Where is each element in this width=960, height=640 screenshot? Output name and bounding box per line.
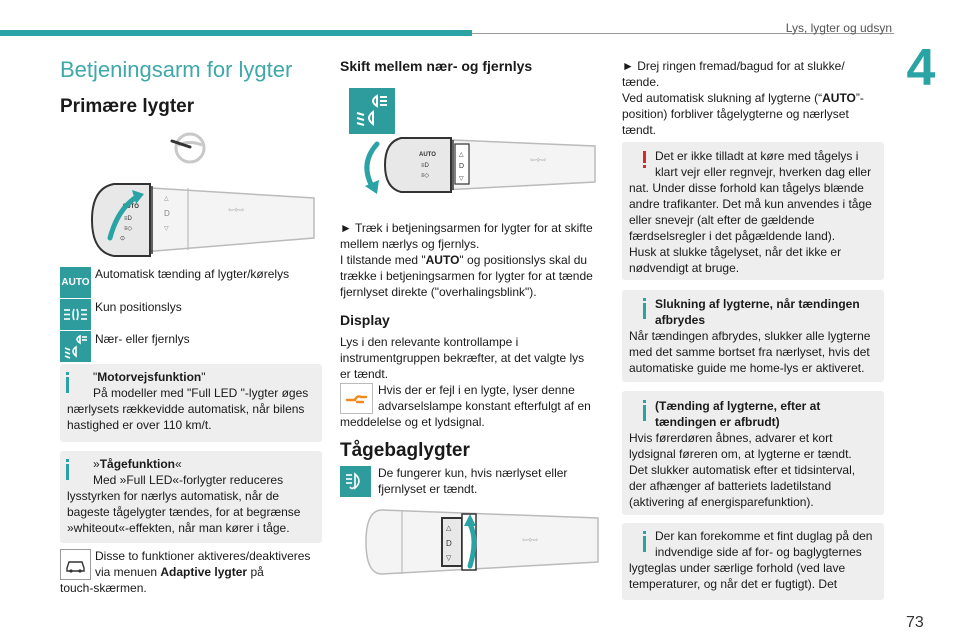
legend-auto-text: Automatisk tænding af lygter/kørelys (95, 267, 290, 281)
svg-text:D: D (459, 163, 465, 170)
switch-on-title: (Tænding af lygterne, efter at (655, 399, 821, 413)
svg-text:△: △ (446, 525, 452, 532)
warning-text-line: færdselsregler i det pågældende land). (629, 229, 836, 243)
ring-text-line: tændt. (622, 123, 657, 137)
switch-off-title: Slukning af lygterne, når tændingen (655, 297, 860, 311)
warning-text-line: Det er ikke tilladt at køre med tågelys i (655, 149, 859, 163)
fog-text-line: lysstyrken for nærlys automatisk, når de (67, 489, 280, 503)
fault-text-line: Hvis der er fejl i en lygte, lyser denne (378, 383, 575, 397)
switch-off-title: afbrydes (655, 313, 706, 327)
warning-icon (643, 151, 646, 163)
ring-text-line: ► Drej ringen fremad/bagud for at slukke/ (622, 59, 845, 73)
running-head: Lys, lygter og udsyn (785, 21, 892, 35)
info-icon-bar (643, 536, 646, 552)
high-beam-icon (349, 88, 395, 134)
section-heading-display: Display (340, 312, 390, 328)
svg-text:≡D: ≡D (124, 216, 132, 222)
svg-text:⇦⟡⇨: ⇦⟡⇨ (228, 207, 245, 214)
section-heading-beam-switch: Skift mellem nær- og fjernlys (340, 58, 533, 74)
svg-text:≡◇: ≡◇ (124, 226, 133, 232)
switch-on-text-line: (aktivering af energisparefunktion). (629, 495, 814, 509)
condensation-text-line: temperaturer, og når det er fugtigt). Det (629, 577, 838, 591)
condensation-text-line: Der kan forekomme et fint duglag på den (655, 529, 873, 543)
switch-on-text-line: Det slukker automatisk efter et tidsinterval, (629, 463, 856, 477)
info-icon (643, 400, 646, 403)
info-icon (66, 459, 69, 462)
warning-text-line: andre trafikanter. Det må kun anvendes i tåge (629, 197, 872, 211)
switch-on-title: tændingen er afbrudt) (655, 415, 780, 429)
info-icon-bar (66, 464, 69, 480)
warning-text-line: nødvendigt at bruge. (629, 261, 740, 275)
motorway-text-line: På modeller med "Full LED "-lygter øges (93, 386, 309, 400)
warning-text-line: klart vejr eller regnvejr, hverken dag eller (655, 165, 872, 179)
motorway-text-line: nærlysets rækkevidde automatisk, når bilens (67, 402, 305, 416)
fog-function-title: »Tågefunktion« (93, 457, 182, 471)
switch-on-text-line: lydsignal føreren om, at lygterne er tændt. (629, 447, 852, 461)
legend-position-text: Kun positionslys (95, 300, 182, 314)
svg-text:▽: ▽ (459, 176, 464, 182)
chapter-number: 4 (898, 38, 944, 98)
lighting-stalk-illustration (88, 178, 322, 260)
svg-text:D: D (164, 209, 170, 218)
svg-text:▽: ▽ (446, 555, 452, 562)
rear-fog-text-line: fjernlyset er tændt. (378, 482, 478, 496)
warning-text-line: nat. Under disse forhold kan tågelys blænde (629, 181, 864, 195)
adaptive-menu-name: Adaptive lygter (160, 565, 248, 579)
info-icon-bar (643, 405, 646, 421)
rear-fog-light-icon (340, 466, 371, 497)
auto-icon: AUTO (60, 267, 91, 298)
beam-switch-text-line: ► Træk i betjeningsarmen for lygter for at skifte (340, 221, 593, 235)
info-icon-bar (66, 377, 69, 393)
motorway-title: "Motorvejsfunktion" (93, 370, 206, 384)
fog-text-line: bageste tågelygter tændes, for at begrænse (67, 505, 301, 519)
car-settings-icon (60, 549, 91, 580)
ring-text-line: position) forbliver tågelygterne og nærlyset (622, 107, 849, 121)
svg-text:△: △ (459, 152, 464, 158)
steering-wheel-icon (168, 131, 208, 165)
beam-switch-text-line: fjernlyset direkte ("overhalingsblink"). (340, 285, 537, 299)
warning-text-line: eller snevejr (alt efter de gældende (629, 213, 815, 227)
info-icon-bar (643, 303, 646, 319)
svg-text:⊙: ⊙ (120, 236, 126, 242)
ring-text-line: tænde. (622, 75, 660, 89)
condensation-text-line: lygteglas under særlige forhold (ved lave (629, 561, 846, 575)
beam-switch-text-line: trække i betjeningsarmen for lygter for at tænde (340, 269, 593, 283)
bulb-fault-warning-icon (340, 383, 373, 414)
switch-on-text-line: Hvis førerdøren åbnes, advarer et kort (629, 431, 833, 445)
fog-text-line: Med »Full LED«-forlygter reduceres (93, 473, 284, 487)
info-icon (643, 531, 646, 534)
svg-text:⇦⟡⇨: ⇦⟡⇨ (530, 157, 547, 164)
svg-text:≡D: ≡D (421, 163, 429, 169)
display-text-line: instrumentgruppen bekræfter, at det valgte lys (340, 351, 585, 365)
position-light-icon (60, 299, 91, 330)
adaptive-text-line: Disse to funktioner aktiveres/deaktiveres (95, 549, 311, 563)
adaptive-text-line: touch-skærmen. (60, 581, 147, 595)
legend-beam-text: Nær- eller fjernlys (95, 332, 190, 346)
motorway-text-line: hastighed er over 110 km/t. (67, 418, 212, 432)
low-high-beam-icon (60, 331, 91, 362)
page-title: Betjeningsarm for lygter (60, 57, 293, 82)
svg-text:≡◇: ≡◇ (421, 173, 430, 179)
info-icon (66, 372, 69, 375)
condensation-text-line: indvendige side af for- og baglygternes (655, 545, 862, 559)
switch-off-text-line: Når tændingen afbrydes, slukker alle lygterne (629, 329, 871, 343)
svg-text:△: △ (164, 196, 169, 202)
display-text-line: Lys i den relevante kontrollampe i (340, 335, 519, 349)
ring-text-line: Ved automatisk slukning af lygterne (“AUTO”- (622, 91, 864, 105)
fog-ring-stalk-illustration (362, 504, 602, 580)
header-accent-bar (0, 30, 472, 36)
page-number: 73 (906, 614, 924, 631)
switch-off-text-line: automatiske guide me home-lys er aktiveret. (629, 361, 865, 375)
svg-text:D: D (446, 539, 452, 548)
section-heading-primary-lights: Primære lygter (60, 96, 195, 117)
svg-text:▽: ▽ (164, 226, 169, 232)
display-text-line: er tændt. (340, 367, 389, 381)
warning-icon-dot (643, 165, 646, 168)
fault-text-line: advarselslampe konstant efterfulgt af en (378, 399, 591, 413)
fault-text-line: meddelelse og et lydsignal. (340, 415, 485, 429)
beam-switch-text-line: I tilstande med "AUTO" og positionslys skal du (340, 253, 588, 267)
switch-on-text-line: der afhænger af batteriets ladetilstand (629, 479, 832, 493)
svg-text:⇦⟡⇨: ⇦⟡⇨ (522, 537, 539, 544)
info-icon (643, 298, 646, 301)
lighting-stalk-pull-illustration (355, 134, 603, 196)
fog-text-line: »whiteout«-effekten, når man kører i tåge. (67, 521, 290, 535)
switch-off-text-line: med det samme bortset fra nærlyset, hvis det (629, 345, 870, 359)
stalk-auto-label: AUTO (419, 152, 436, 158)
adaptive-text-line: via menuen Adaptive lygter på (95, 565, 264, 579)
beam-switch-text-line: mellem nærlys og fjernlys. (340, 237, 480, 251)
section-heading-rear-fog: Tågebaglygter (340, 440, 470, 461)
warning-text-line: Husk at slukke tågelyset, når det ikke er (629, 245, 842, 259)
stalk-auto-label: AUTO (122, 204, 139, 210)
rear-fog-text-line: De fungerer kun, hvis nærlyset eller (378, 466, 568, 480)
